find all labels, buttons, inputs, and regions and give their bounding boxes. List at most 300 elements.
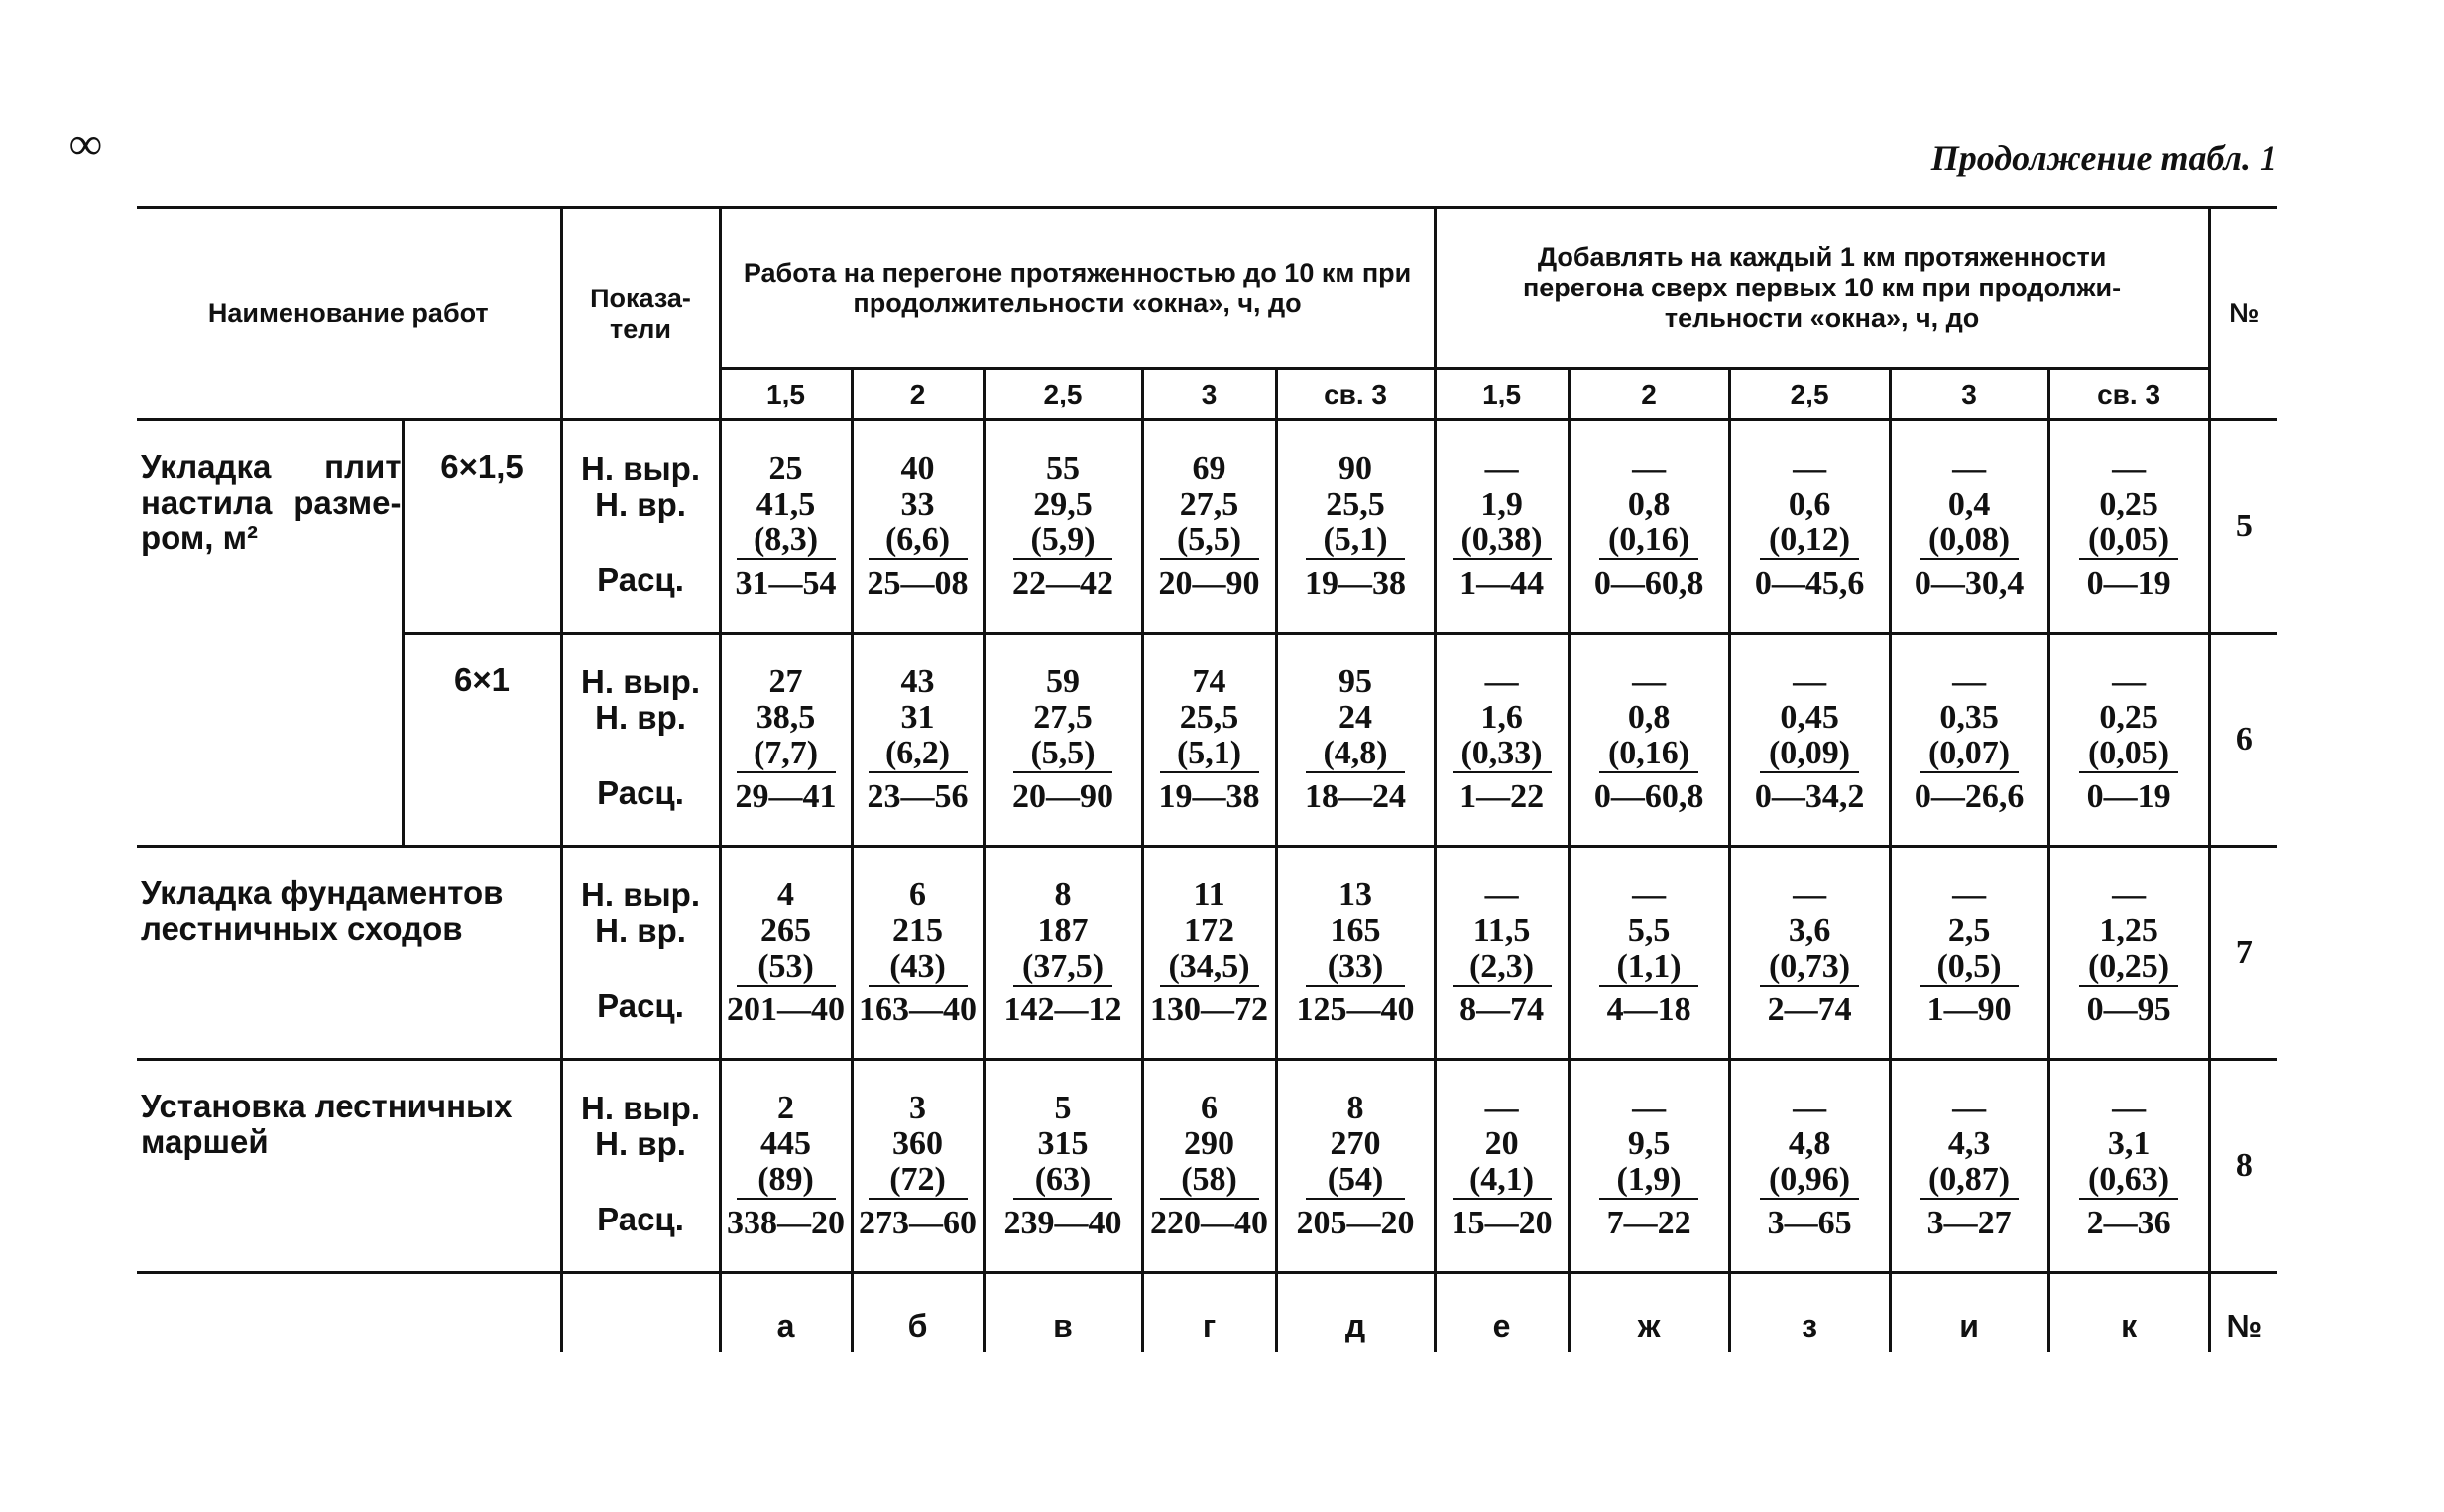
column-letter: е [1435, 1273, 1569, 1352]
value-crew-wrap [2050, 736, 2208, 773]
value-crew-time: (5,9) [1013, 523, 1112, 560]
value-crew-wrap [1892, 1162, 2047, 1200]
value-rate: 0—19 [2086, 565, 2171, 602]
plate-size: 6×1,5 [403, 420, 561, 634]
column-letter: в [984, 1273, 1142, 1352]
value-time: 3,1 [2107, 1125, 2151, 1162]
value-output: — [1484, 663, 1519, 700]
value-rate: 20—90 [1158, 565, 1260, 602]
value-time: 1,6 [1480, 699, 1523, 736]
value-crew-time: (0,96) [1760, 1162, 1859, 1200]
value-output: — [1952, 876, 1987, 913]
value-rate: 125—40 [1296, 991, 1415, 1028]
subheader-cell: св. 3 [1276, 369, 1435, 420]
value-crew-wrap [1892, 736, 2047, 773]
value-output: 11 [1193, 876, 1225, 913]
column-letter: г [1142, 1273, 1276, 1352]
value-rate: 142—12 [1003, 991, 1122, 1028]
value-cell [1276, 847, 1435, 1060]
value-crew-time: (33) [1306, 949, 1405, 987]
value-output: — [1632, 450, 1667, 487]
value-cell [1890, 420, 2048, 634]
value-crew-time: (0,73) [1760, 949, 1859, 987]
value-output: 25 [768, 450, 803, 487]
value-rate: 338—20 [727, 1205, 846, 1241]
value-cell [720, 1060, 852, 1273]
value-time: 20 [1484, 1125, 1519, 1162]
value-output: — [2112, 450, 2147, 487]
value-rate: 18—24 [1305, 778, 1407, 815]
value-crew-wrap [722, 949, 851, 987]
value-rate: 29—41 [735, 778, 837, 815]
value-crew-time: (5,1) [1160, 736, 1259, 773]
value-rate: 22—42 [1012, 565, 1114, 602]
column-letter: б [852, 1273, 984, 1352]
value-time: 3,6 [1788, 912, 1831, 949]
value-crew-time: (5,5) [1013, 736, 1112, 773]
value-output: — [1632, 876, 1667, 913]
value-cell [1569, 420, 1729, 634]
value-crew-wrap [986, 523, 1141, 560]
value-crew-time: (0,16) [1599, 523, 1698, 560]
value-rate: 0—19 [2086, 778, 2171, 815]
value-output: — [1484, 1090, 1519, 1126]
value-time: 187 [1037, 912, 1089, 949]
value-crew-wrap [2050, 949, 2208, 987]
table-continuation-label: Продолжение табл. 1 [1930, 138, 2277, 177]
row-number: 8 [2209, 1060, 2277, 1273]
value-crew-time: (0,05) [2079, 523, 2178, 560]
header-num: № [2209, 208, 2277, 420]
value-rate: 19—38 [1158, 778, 1260, 815]
work-name: Установка лестничных маршей [137, 1060, 561, 1273]
indicator-output: Н. выр. [581, 1090, 700, 1126]
value-crew-wrap [854, 523, 983, 560]
value-cell [1142, 1060, 1276, 1273]
value-crew-time: (0,12) [1760, 523, 1859, 560]
value-output: 59 [1046, 663, 1081, 700]
value-cell [984, 634, 1142, 847]
indicators-cell [561, 420, 720, 634]
value-crew-time: (0,08) [1920, 523, 2019, 560]
value-cell [1729, 634, 1890, 847]
value-time: 25,5 [1179, 699, 1239, 736]
indicator-output: Н. выр. [581, 876, 700, 913]
value-time: 0,35 [1939, 699, 1999, 736]
value-crew-wrap [1571, 736, 1728, 773]
value-cell [2048, 420, 2209, 634]
value-cell [1890, 847, 2048, 1060]
value-crew-wrap [722, 736, 851, 773]
value-crew-time: (2,3) [1453, 949, 1552, 987]
value-rate: 1—44 [1459, 565, 1545, 602]
value-rate: 3—27 [1926, 1205, 2012, 1241]
value-time: 360 [892, 1125, 944, 1162]
footer-empty [137, 1273, 561, 1352]
value-time: 270 [1330, 1125, 1381, 1162]
value-crew-time: (5,1) [1306, 523, 1405, 560]
value-crew-time: (4,1) [1453, 1162, 1552, 1200]
header-group-additional: Добавлять на каждый 1 км протяженности перегона сверх первых 10 км при продолжи-тельности «окна», ч, до [1435, 208, 2209, 369]
value-output: — [1484, 876, 1519, 913]
value-time: 5,5 [1627, 912, 1671, 949]
value-time: 41,5 [756, 486, 816, 523]
value-crew-wrap [1144, 523, 1275, 560]
value-cell [1569, 634, 1729, 847]
value-crew-time: (53) [737, 949, 836, 987]
value-rate: 31—54 [735, 565, 837, 602]
value-time: 9,5 [1627, 1125, 1671, 1162]
subheader-cell: св. 3 [2048, 369, 2209, 420]
value-rate: 3—65 [1767, 1205, 1852, 1241]
column-letters-row [137, 1273, 2277, 1352]
value-rate: 0—95 [2086, 991, 2171, 1028]
value-time: 25,5 [1326, 486, 1385, 523]
value-time: 24 [1338, 699, 1373, 736]
value-crew-time: (58) [1160, 1162, 1259, 1200]
value-cell [1142, 634, 1276, 847]
indicator-time: Н. вр. [595, 912, 686, 949]
value-time: 165 [1330, 912, 1381, 949]
value-output: — [1952, 450, 1987, 487]
value-crew-wrap [1437, 1162, 1568, 1200]
value-output: — [1632, 1090, 1667, 1126]
value-time: 215 [892, 912, 944, 949]
value-rate: 205—20 [1296, 1205, 1415, 1241]
value-output: 95 [1338, 663, 1373, 700]
value-rate: 0—60,8 [1593, 565, 1704, 602]
value-crew-time: (1,1) [1599, 949, 1698, 987]
value-crew-wrap [1278, 949, 1434, 987]
value-rate: 25—08 [867, 565, 969, 602]
footer-num: № [2209, 1273, 2277, 1352]
value-time: 1,25 [2099, 912, 2158, 949]
value-crew-time: (1,9) [1599, 1162, 1698, 1200]
indicator-output: Н. выр. [581, 450, 700, 487]
subheader-cell: 1,5 [1435, 369, 1569, 420]
value-crew-wrap [2050, 1162, 2208, 1200]
value-output: — [1952, 663, 1987, 700]
value-cell [1890, 634, 2048, 847]
value-cell [852, 634, 984, 847]
page-number: ∞ [69, 118, 102, 169]
value-time: 2,5 [1947, 912, 1991, 949]
value-crew-time: (6,2) [869, 736, 968, 773]
value-output: 6 [1201, 1090, 1219, 1126]
value-output: 13 [1338, 876, 1373, 913]
value-output: 3 [909, 1090, 927, 1126]
value-output: 40 [900, 450, 935, 487]
value-output: — [1632, 663, 1667, 700]
value-crew-wrap [1144, 1162, 1275, 1200]
value-time: 27,5 [1179, 486, 1239, 523]
value-crew-wrap [854, 949, 983, 987]
value-crew-wrap [1892, 949, 2047, 987]
value-cell [1729, 1060, 1890, 1273]
value-cell [1276, 1060, 1435, 1273]
value-output: 69 [1192, 450, 1226, 487]
value-rate: 7—22 [1606, 1205, 1691, 1241]
value-crew-wrap [1437, 736, 1568, 773]
value-rate: 8—74 [1459, 991, 1545, 1028]
value-output: — [1952, 1090, 1987, 1126]
value-cell [1890, 1060, 2048, 1273]
value-rate: 20—90 [1012, 778, 1114, 815]
indicators-cell [561, 634, 720, 847]
value-output: 2 [777, 1090, 795, 1126]
value-time: 4,3 [1947, 1125, 1991, 1162]
value-cell [984, 847, 1142, 1060]
value-crew-time: (6,6) [869, 523, 968, 560]
value-crew-wrap [854, 736, 983, 773]
value-crew-wrap [1278, 1162, 1434, 1200]
footer-empty [561, 1273, 720, 1352]
value-crew-time: (0,87) [1920, 1162, 2019, 1200]
column-letter: ж [1569, 1273, 1729, 1352]
value-time: 0,8 [1627, 486, 1671, 523]
value-crew-wrap [1731, 523, 1889, 560]
value-cell [984, 1060, 1142, 1273]
value-time: 1,9 [1480, 486, 1523, 523]
table-row [137, 634, 2277, 847]
value-crew-wrap [2050, 523, 2208, 560]
indicator-rate: Расц. [597, 774, 684, 811]
value-crew-wrap [986, 949, 1141, 987]
column-letter: к [2048, 1273, 2209, 1352]
value-cell [1729, 420, 1890, 634]
value-cell [720, 634, 852, 847]
value-cell [1569, 1060, 1729, 1273]
indicator-rate: Расц. [597, 561, 684, 598]
value-output: 74 [1192, 663, 1226, 700]
value-cell [1276, 634, 1435, 847]
value-crew-wrap [1278, 523, 1434, 560]
value-output: — [1793, 450, 1827, 487]
row-number: 7 [2209, 847, 2277, 1060]
value-output: — [2112, 1090, 2147, 1126]
value-output: 27 [768, 663, 803, 700]
indicators-cell [561, 1060, 720, 1273]
value-crew-time: (0,33) [1453, 736, 1552, 773]
table-row [137, 1060, 2277, 1273]
value-output: — [1793, 663, 1827, 700]
subheader-cell: 2 [852, 369, 984, 420]
indicators-cell [561, 847, 720, 1060]
indicator-output: Н. выр. [581, 663, 700, 700]
value-crew-wrap [1731, 1162, 1889, 1200]
value-cell [1276, 420, 1435, 634]
value-crew-wrap [1892, 523, 2047, 560]
subheader-cell: 2,5 [1729, 369, 1890, 420]
value-crew-wrap [1437, 949, 1568, 987]
value-crew-wrap [1437, 523, 1568, 560]
value-rate: 23—56 [867, 778, 969, 815]
value-crew-wrap [1731, 949, 1889, 987]
value-crew-wrap [1144, 949, 1275, 987]
value-crew-wrap [1571, 523, 1728, 560]
value-output: — [1793, 876, 1827, 913]
value-crew-time: (72) [869, 1162, 968, 1200]
value-cell [852, 847, 984, 1060]
value-crew-time: (5,5) [1160, 523, 1259, 560]
value-rate: 220—40 [1150, 1205, 1269, 1241]
value-cell [1435, 420, 1569, 634]
value-crew-time: (89) [737, 1162, 836, 1200]
value-cell [1435, 847, 1569, 1060]
indicator-rate: Расц. [597, 1201, 684, 1237]
value-crew-wrap [1571, 1162, 1728, 1200]
value-output: 8 [1346, 1090, 1364, 1126]
value-cell [1569, 847, 1729, 1060]
value-crew-time: (7,7) [737, 736, 836, 773]
value-cell [1729, 847, 1890, 1060]
value-cell [2048, 847, 2209, 1060]
indicator-time: Н. вр. [595, 699, 686, 736]
value-output: 5 [1054, 1090, 1072, 1126]
value-time: 11,5 [1472, 912, 1531, 949]
value-crew-time: (0,05) [2079, 736, 2178, 773]
value-crew-wrap [722, 523, 851, 560]
value-cell [2048, 634, 2209, 847]
value-crew-time: (0,63) [2079, 1162, 2178, 1200]
value-cell [1435, 634, 1569, 847]
value-rate: 2—36 [2086, 1205, 2171, 1241]
value-cell [1435, 1060, 1569, 1273]
value-rate: 1—22 [1459, 778, 1545, 815]
value-time: 265 [760, 912, 812, 949]
value-cell [720, 420, 852, 634]
value-time: 31 [900, 699, 935, 736]
value-output: — [1484, 450, 1519, 487]
value-rate: 1—90 [1926, 991, 2012, 1028]
value-time: 290 [1184, 1125, 1235, 1162]
header-indicators: Показа-тели [561, 208, 720, 420]
row-number: 6 [2209, 634, 2277, 847]
value-crew-time: (43) [869, 949, 968, 987]
value-rate: 201—40 [727, 991, 846, 1028]
value-rate: 0—45,6 [1754, 565, 1865, 602]
value-time: 38,5 [756, 699, 816, 736]
value-cell [1142, 847, 1276, 1060]
value-time: 4,8 [1788, 1125, 1831, 1162]
value-cell [1142, 420, 1276, 634]
value-crew-time: (0,07) [1920, 736, 2019, 773]
value-output: 55 [1046, 450, 1081, 487]
header-group-base: Работа на перегоне протяженностью до 10 км при продолжительности «окна», ч, до [720, 208, 1435, 369]
value-rate: 19—38 [1305, 565, 1407, 602]
value-crew-time: (8,3) [737, 523, 836, 560]
value-rate: 15—20 [1451, 1205, 1553, 1241]
value-time: 33 [900, 486, 935, 523]
value-output: 4 [777, 876, 795, 913]
value-time: 0,25 [2099, 486, 2158, 523]
value-rate: 163—40 [859, 991, 978, 1028]
value-crew-wrap [1571, 949, 1728, 987]
value-crew-wrap [854, 1162, 983, 1200]
value-time: 0,25 [2099, 699, 2158, 736]
value-rate: 0—30,4 [1914, 565, 2025, 602]
value-cell [852, 420, 984, 634]
subheader-cell: 1,5 [720, 369, 852, 420]
value-rate: 273—60 [859, 1205, 978, 1241]
value-output: 43 [900, 663, 935, 700]
value-output: 8 [1054, 876, 1072, 913]
value-rate: 4—18 [1606, 991, 1691, 1028]
value-crew-time: (4,8) [1306, 736, 1405, 773]
value-crew-time: (0,38) [1453, 523, 1552, 560]
work-name [137, 420, 403, 847]
value-output: — [2112, 876, 2147, 913]
subheader-cell: 2 [1569, 369, 1729, 420]
work-name-text: Укладка плит настила разме-ром, м² [141, 448, 402, 556]
value-time: 0,8 [1627, 699, 1671, 736]
value-crew-wrap [722, 1162, 851, 1200]
value-cell [984, 420, 1142, 634]
value-cell [852, 1060, 984, 1273]
value-output: — [1793, 1090, 1827, 1126]
value-cell [720, 847, 852, 1060]
row-number: 5 [2209, 420, 2277, 634]
subheader-cell: 3 [1890, 369, 2048, 420]
value-crew-time: (0,09) [1760, 736, 1859, 773]
value-time: 0,6 [1788, 486, 1831, 523]
value-crew-time: (37,5) [1013, 949, 1112, 987]
value-rate: 2—74 [1767, 991, 1852, 1028]
value-crew-wrap [1144, 736, 1275, 773]
value-time: 172 [1184, 912, 1235, 949]
value-time: 315 [1037, 1125, 1089, 1162]
value-crew-wrap [986, 736, 1141, 773]
value-crew-wrap [1731, 736, 1889, 773]
value-crew-time: (0,25) [2079, 949, 2178, 987]
column-letter: з [1729, 1273, 1890, 1352]
indicator-time: Н. вр. [595, 486, 686, 523]
value-output: 6 [909, 876, 927, 913]
table-row [137, 420, 2277, 634]
value-time: 29,5 [1033, 486, 1093, 523]
column-letter: а [720, 1273, 852, 1352]
value-crew-time: (0,5) [1920, 949, 2019, 987]
work-name: Укладка фундаментов лестничных сходов [137, 847, 561, 1060]
indicator-time: Н. вр. [595, 1125, 686, 1162]
value-crew-time: (34,5) [1160, 949, 1259, 987]
value-crew-time: (54) [1306, 1162, 1405, 1200]
value-cell [2048, 1060, 2209, 1273]
subheader-cell: 2,5 [984, 369, 1142, 420]
value-time: 0,4 [1947, 486, 1991, 523]
value-rate: 0—26,6 [1914, 778, 2025, 815]
value-crew-time: (0,16) [1599, 736, 1698, 773]
value-output: — [2112, 663, 2147, 700]
indicator-rate: Расц. [597, 988, 684, 1024]
value-time: 445 [760, 1125, 812, 1162]
value-crew-wrap [1278, 736, 1434, 773]
plate-size: 6×1 [403, 634, 561, 847]
value-output: 90 [1338, 450, 1373, 487]
norms-table [137, 206, 2277, 1352]
table-row [137, 847, 2277, 1060]
column-letter: и [1890, 1273, 2048, 1352]
column-letter: д [1276, 1273, 1435, 1352]
subheader-cell: 3 [1142, 369, 1276, 420]
value-crew-time: (63) [1013, 1162, 1112, 1200]
value-rate: 0—60,8 [1593, 778, 1704, 815]
header-name: Наименование работ [137, 208, 561, 420]
value-crew-wrap [986, 1162, 1141, 1200]
value-rate: 0—34,2 [1754, 778, 1865, 815]
value-time: 0,45 [1780, 699, 1839, 736]
value-rate: 239—40 [1003, 1205, 1122, 1241]
